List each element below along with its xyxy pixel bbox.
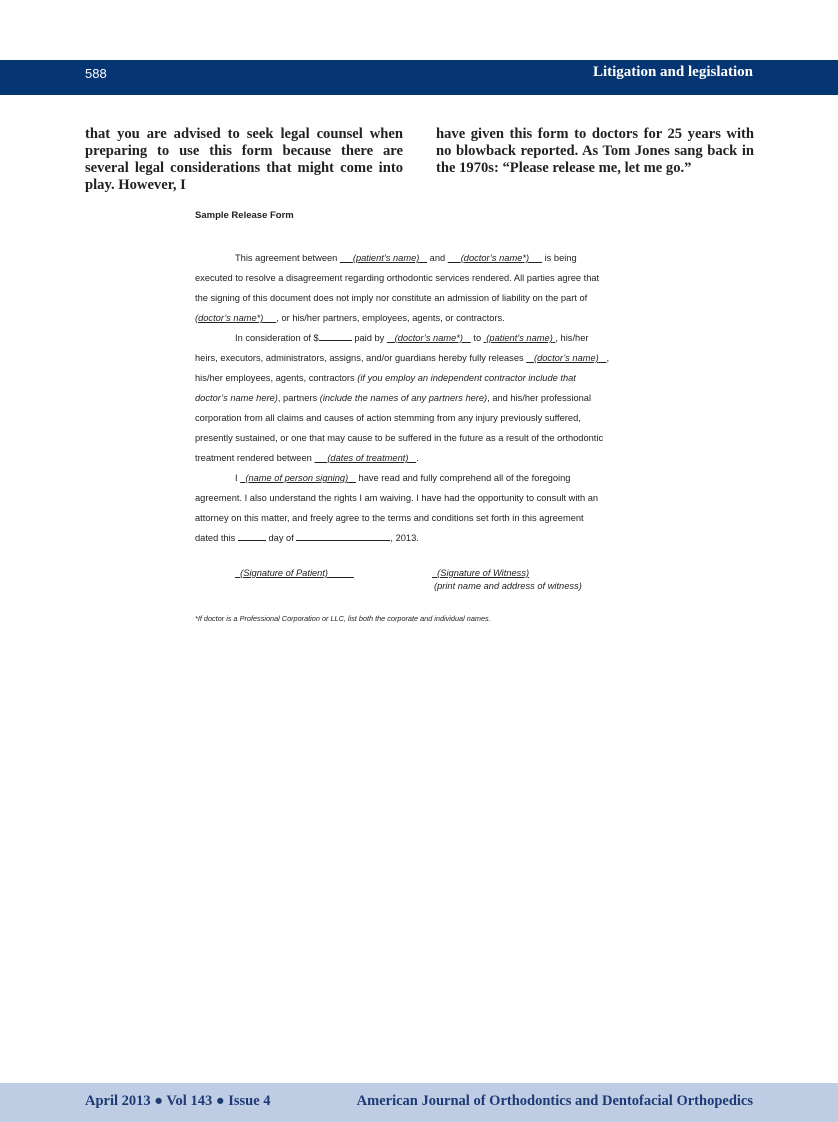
form-line: corporation from all claims and causes of action stemming from any injury previously suffered, (195, 413, 581, 423)
form-line (195, 308, 645, 328)
signer-name-blank: (name of person signing) (245, 473, 349, 483)
form-line (195, 348, 645, 368)
form-line (195, 448, 645, 468)
amount-blank (319, 331, 352, 341)
dates-of-treatment-blank: (dates of treatment) (327, 453, 409, 463)
page-footer (0, 1083, 838, 1122)
form-text: and (427, 253, 448, 263)
patient-name-blank: (patient’s name) (352, 253, 420, 263)
form-text: , partners (277, 393, 320, 403)
body-column-right: have given this form to doctors for 25 years with no blowback reported. As Tom Jones sang back in the 1970s: “Please release me, let me go.” (436, 126, 754, 176)
sample-release-form (195, 210, 645, 623)
form-text: , and his/her professional (487, 393, 592, 403)
form-line: presently sustained, or one that may cause to be suffered in the future as a result of the orthodontic (195, 433, 604, 443)
form-text: heirs, executors, administrators, assigns, and/or guardians hereby fully releases (195, 353, 527, 363)
form-text: treatment rendered between (195, 453, 315, 463)
form-text: . (416, 453, 419, 463)
form-line: agreement. I also understand the rights I am waiving. I have had the opportunity to consult with an (195, 493, 599, 503)
form-footnote: *If doctor is a Professional Corporation or LLC, list both the corporate and individual names. (195, 614, 491, 623)
form-line (195, 328, 645, 348)
section-title: Litigation and legislation (592, 64, 753, 80)
form-text: day of (265, 533, 297, 543)
month-blank (296, 531, 390, 541)
form-line (195, 248, 645, 268)
journal-name: American Journal of Orthodontics and Dentofacial Orthopedics (356, 1093, 753, 1109)
form-line: attorney on this matter, and freely agree to the terms and conditions set forth in this agreement (195, 513, 584, 523)
form-title: Sample Release Form (195, 210, 294, 221)
patient-name-blank: (patient’s name) (486, 333, 553, 343)
form-text: This agreement between (235, 253, 340, 263)
form-text: , 2013. (390, 533, 419, 543)
form-line (195, 528, 645, 548)
form-line (195, 368, 645, 388)
form-text: to (470, 333, 484, 343)
body-column-left: that you are advised to seek legal counsel when preparing to use this form because there are several legal considerations that might come into play. However, I (85, 126, 403, 193)
witness-signature-line: (Signature of Witness) (437, 568, 530, 578)
page-number: 588 (85, 66, 107, 81)
doctor-name-blank: (doctor’s name) (533, 353, 599, 363)
page-header (0, 60, 838, 95)
form-line: executed to resolve a disagreement regarding orthodontic services rendered. All parties agree that (195, 273, 600, 283)
doctor-name-blank: (doctor’s name*) (394, 333, 464, 343)
form-text: I (235, 473, 241, 483)
form-instruction: doctor’s name here) (195, 393, 278, 403)
form-line (195, 468, 645, 488)
doctor-name-blank: (doctor’s name*) (460, 253, 530, 263)
form-instruction: (include the names of any partners here) (319, 393, 488, 403)
form-text: have read and fully comprehend all of the foregoing (355, 473, 571, 483)
form-text: paid by (351, 333, 387, 343)
form-text: his/her employees, agents, contractors (195, 373, 358, 383)
form-text: , (606, 353, 610, 363)
day-blank (238, 531, 266, 541)
form-line (195, 388, 645, 408)
doctor-name-blank: (doctor’s name*) (195, 313, 264, 323)
form-text: , or his/her partners, employees, agents, or contractors. (276, 313, 505, 323)
form-instruction: (if you employ an independent contractor include that (357, 373, 576, 383)
form-text: is being (542, 253, 577, 263)
patient-signature-line: (Signature of Patient) (240, 568, 329, 578)
form-text: , his/her (555, 333, 589, 343)
signature-block (195, 568, 645, 614)
witness-print-note: (print name and address of witness) (434, 581, 582, 591)
form-text: In consideration of $ (235, 333, 319, 343)
form-line: the signing of this document does not imply nor constitute an admission of liability on the part of (195, 293, 588, 303)
issue-info: April 2013 ● Vol 143 ● Issue 4 (85, 1093, 271, 1109)
form-text: dated this (195, 533, 238, 543)
